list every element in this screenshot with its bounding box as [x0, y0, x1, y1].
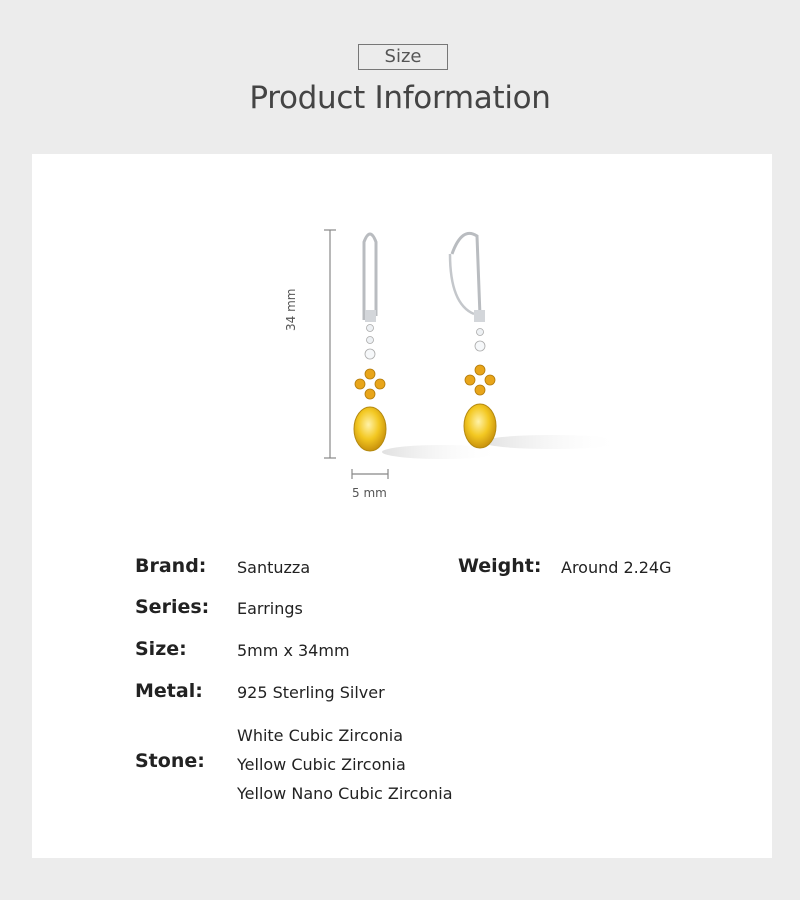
width-dimension-line	[352, 469, 388, 479]
height-dimension-line	[324, 230, 336, 458]
brand-label: Brand:	[135, 555, 207, 577]
stone-value: Yellow Nano Cubic Zirconia	[237, 784, 453, 803]
size-tab[interactable]: Size	[358, 44, 448, 70]
series-label: Series:	[135, 596, 210, 618]
brand-value: Santuzza	[237, 558, 311, 577]
metal-value: 925 Sterling Silver	[237, 683, 385, 702]
weight-value: Around 2.24G	[561, 558, 672, 577]
size-value: 5mm x 34mm	[237, 641, 350, 660]
weight-label: Weight:	[458, 555, 542, 577]
left-earring	[354, 234, 386, 451]
stone-label: Stone:	[135, 750, 205, 772]
size-label: Size:	[135, 638, 187, 660]
earrings-image	[302, 224, 632, 514]
series-value: Earrings	[237, 599, 303, 618]
stone-value: Yellow Cubic Zirconia	[237, 755, 406, 774]
height-dimension-label: 34 mm	[284, 288, 298, 331]
right-earring	[450, 233, 496, 448]
metal-label: Metal:	[135, 680, 203, 702]
width-dimension-label: 5 mm	[352, 486, 387, 500]
page-title: Product Information	[249, 80, 551, 116]
stone-value: White Cubic Zirconia	[237, 726, 404, 745]
product-info-panel	[32, 154, 772, 858]
